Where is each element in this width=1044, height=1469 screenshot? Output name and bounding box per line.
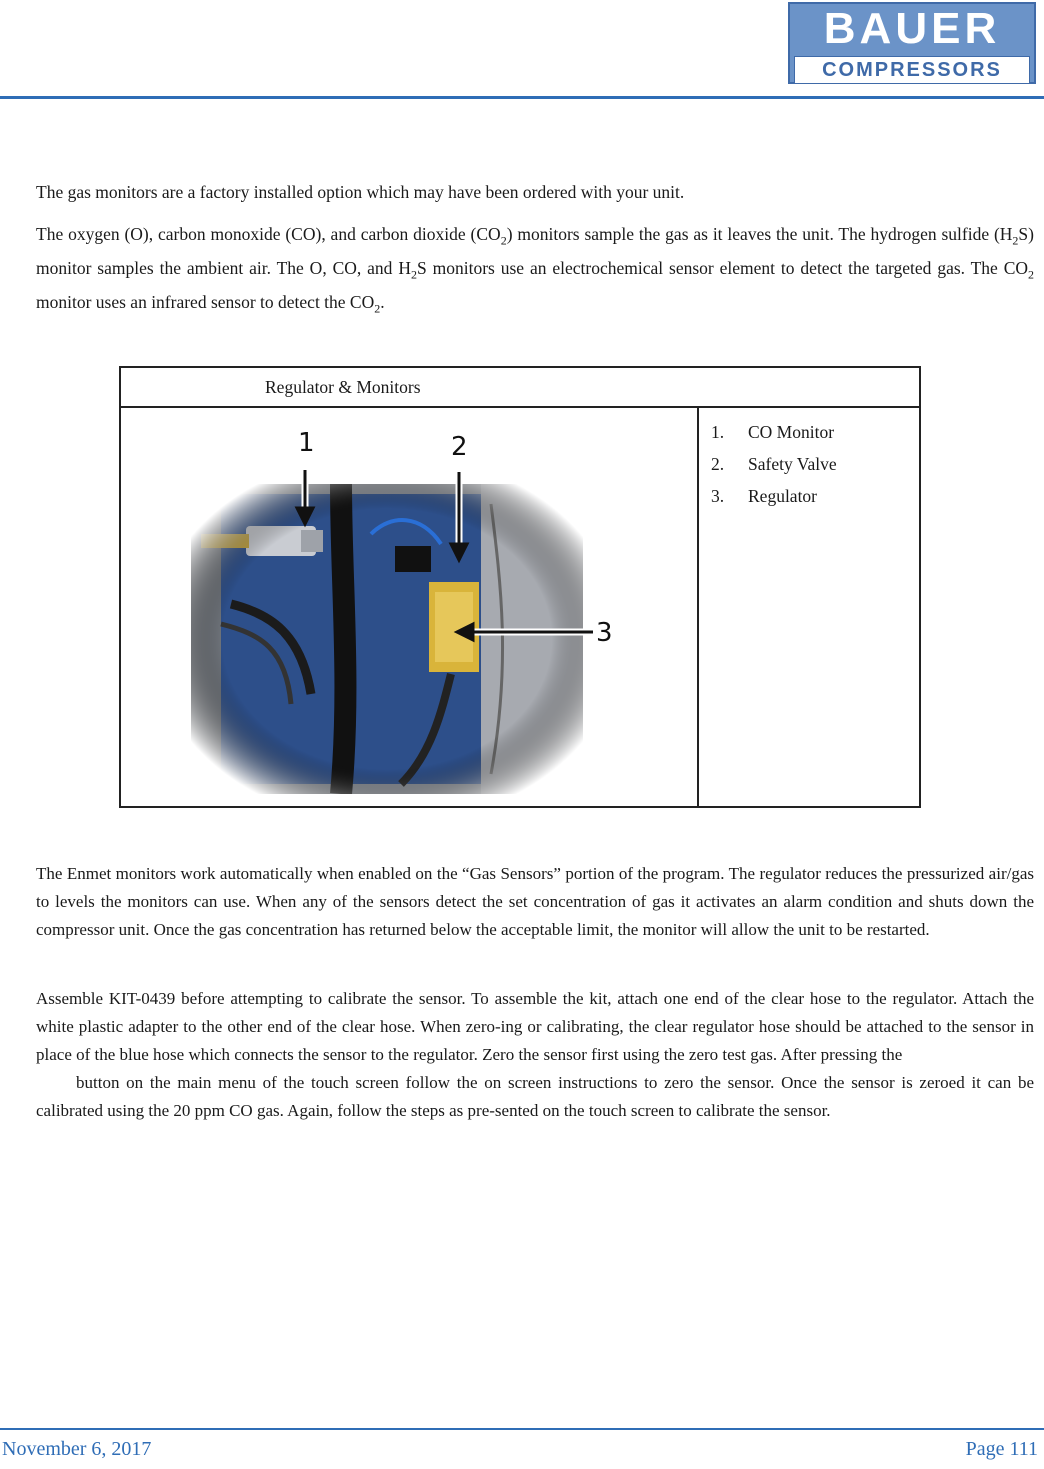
logo-subtitle: COMPRESSORS	[794, 56, 1030, 84]
callout-3: 3	[596, 618, 613, 648]
table-divider	[697, 406, 699, 806]
legend-list	[711, 416, 837, 512]
header-rule	[0, 96, 1044, 99]
footer-date: November 6, 2017	[2, 1438, 152, 1460]
table-header	[121, 368, 919, 408]
intro-paragraph-2: The oxygen (O), carbon monoxide (CO), and carbon dioxide $(CO_2)$ monitors sample the gas as it leaves the unit. The hydrogen sulfide $(H_2S)$ monitor samples the ambient air. The O, CO, and $H_2S$ monitors use an electrochemical sensor element to detect the targeted gas. The $CO_2$ monitor uses an infrared sensor to detect the $CO_2$.	[36, 224, 1035, 316]
regulator-monitors-table	[119, 366, 921, 808]
callout-2: 2	[451, 432, 468, 462]
body-paragraph-1: The Enmet monitors work automatically when enabled on the “Gas Sensors” portion of the program. The regulator reduces the pressurized air/gas to levels the monitors can use. When any of the sensors detect the set concentration of gas it activates an alarm condition and shuts down the compressor unit. Once the gas concentration has returned below the acceptable limit, the monitor will allow the unit to be restarted.	[36, 864, 1034, 939]
callout-1: 1	[298, 428, 315, 458]
logo-wordmark: BAUER	[823, 4, 1001, 53]
legend-item: 3. Regulator	[711, 486, 818, 506]
footer-rule	[0, 1428, 1044, 1430]
legend-item: 2. Safety Valve	[711, 454, 837, 474]
bauer-compressors-logo	[788, 2, 1036, 84]
regulator-monitors-photo	[191, 484, 583, 794]
legend-item: 1. CO Monitor	[711, 422, 835, 442]
table-title: Regulator & Monitors	[265, 377, 421, 397]
intro-paragraph-1: The gas monitors are a factory installed option which may have been ordered with your unit.	[36, 182, 685, 202]
page-number: Page 111	[965, 1438, 1038, 1460]
body-paragraph-2: Assemble KIT-0439 before attempting to calibrate the sensor. To assemble the kit, attach one end of the clear hose to the regulator. Attach the white plastic adapter to the other end of the clear hose. When zero-ing or calibrating, the clear regulator hose should be attached to the sensor in place of the blue hose which connects the sensor to the regulator. Zero the sensor first using the zero test gas. After pressing the button on the main menu of the touch screen follow the on screen instructions to zero the sensor. Once the sensor is zeroed it can be calibrated using the 20 ppm CO gas. Again, follow the steps as pre-sented on the touch screen to calibrate the sensor.	[36, 989, 1034, 1120]
